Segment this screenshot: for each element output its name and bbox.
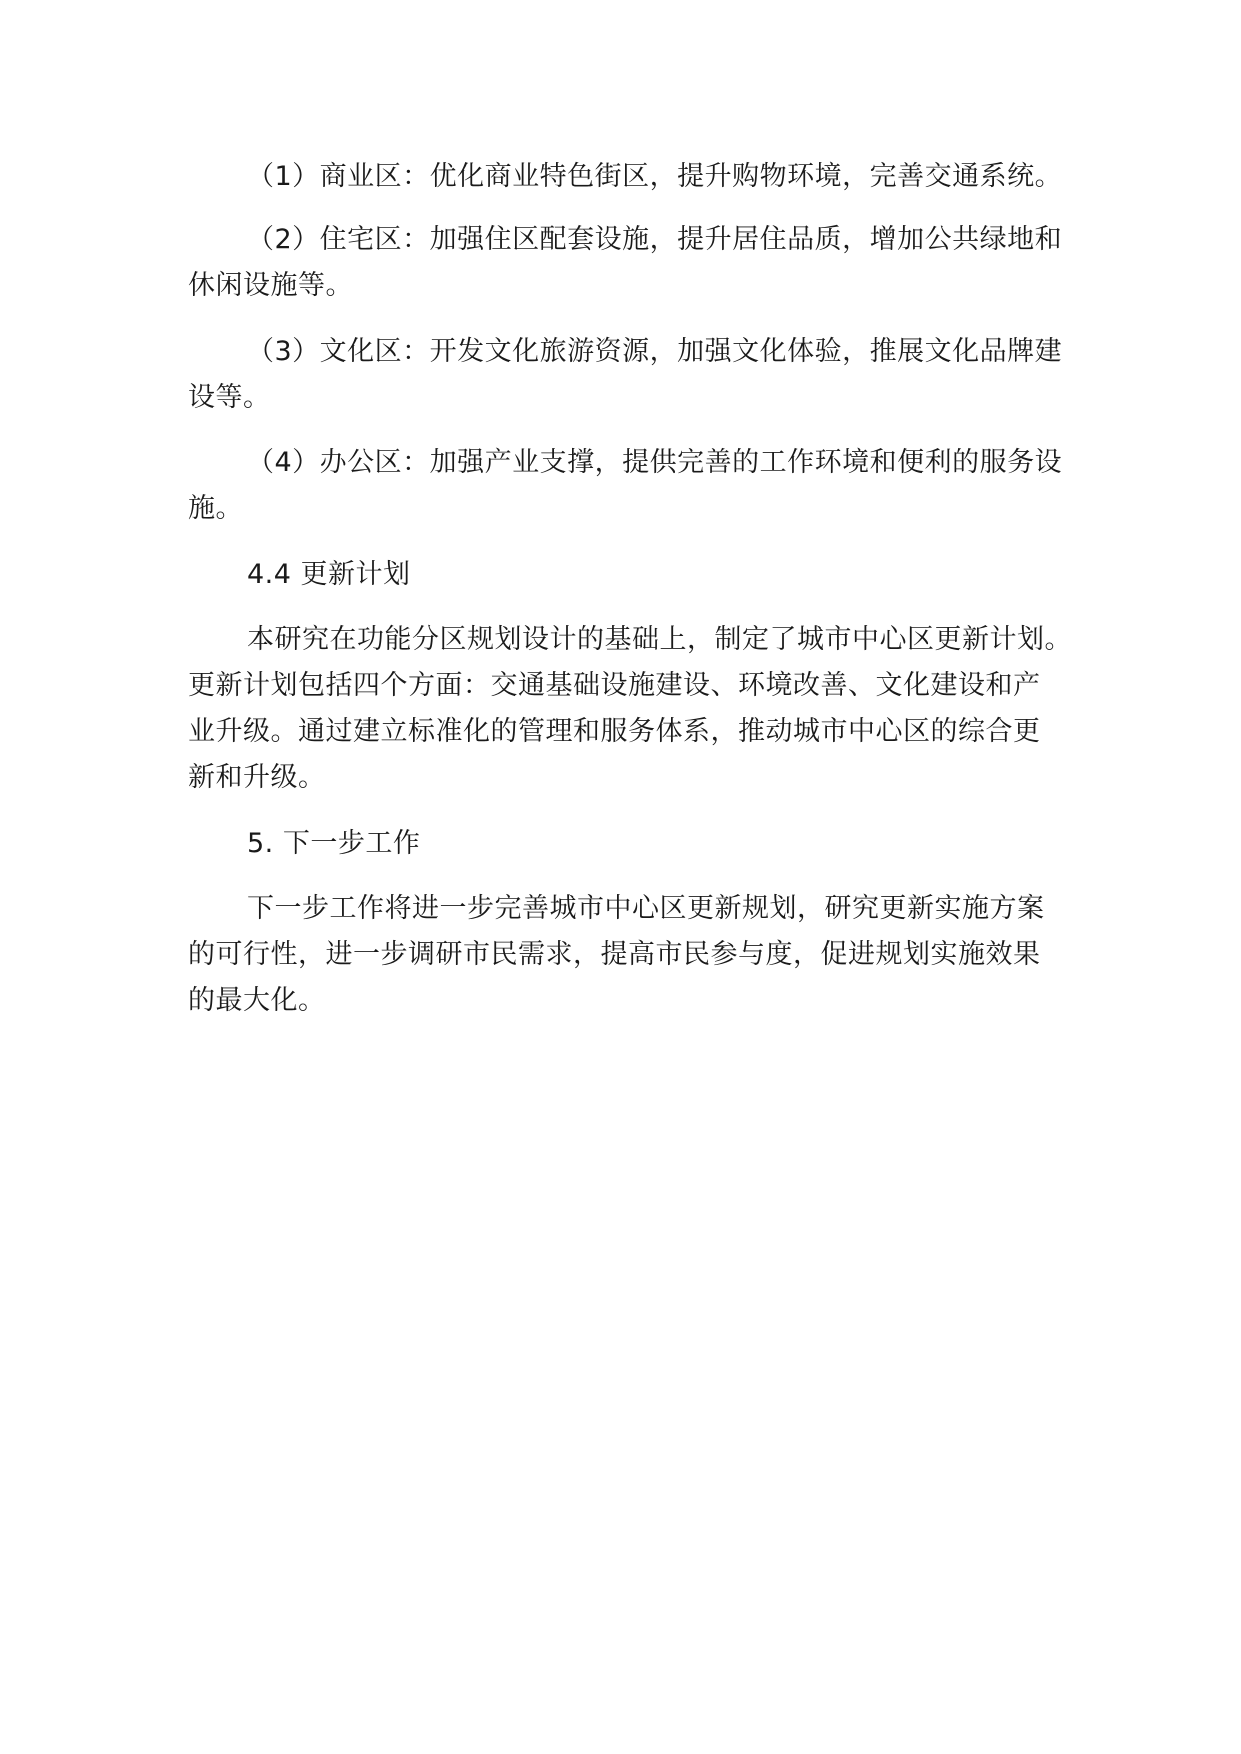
paragraph-next-steps-line1: 下一步工作将进一步完善城市中心区更新规划，研究更新实施方案 xyxy=(247,893,1045,924)
paragraph-residential-zone-line2: 休闲设施等。 xyxy=(188,270,353,301)
paragraph-next-steps-line3: 的最大化。 xyxy=(188,985,326,1016)
paragraph-cultural-zone-line1: （3）文化区：开发文化旅游资源，加强文化体验，推展文化品牌建 xyxy=(247,336,1063,367)
paragraph-office-zone-line1: （4）办公区：加强产业支撑，提供完善的工作环境和便利的服务设 xyxy=(247,447,1063,478)
section-heading-5: 5. 下一步工作 xyxy=(247,828,421,859)
paragraph-renewal-plan-line1: 本研究在功能分区规划设计的基础上，制定了城市中心区更新计划。 xyxy=(247,624,1072,655)
paragraph-cultural-zone-line2: 设等。 xyxy=(188,382,271,413)
paragraph-renewal-plan-line3: 业升级。通过建立标准化的管理和服务体系，推动城市中心区的综合更 xyxy=(188,716,1041,747)
paragraph-renewal-plan-line2: 更新计划包括四个方面：交通基础设施建设、环境改善、文化建设和产 xyxy=(188,670,1041,701)
section-heading-4-4: 4.4 更新计划 xyxy=(247,559,411,590)
paragraph-residential-zone-line1: （2）住宅区：加强住区配套设施，提升居住品质，增加公共绿地和 xyxy=(247,224,1063,255)
paragraph-commercial-zone: （1）商业区：优化商业特色街区，提升购物环境，完善交通系统。 xyxy=(247,161,1063,192)
paragraph-office-zone-line2: 施。 xyxy=(188,493,243,524)
paragraph-renewal-plan-line4: 新和升级。 xyxy=(188,762,326,793)
paragraph-next-steps-line2: 的可行性，进一步调研市民需求，提高市民参与度，促进规划实施效果 xyxy=(188,939,1041,970)
